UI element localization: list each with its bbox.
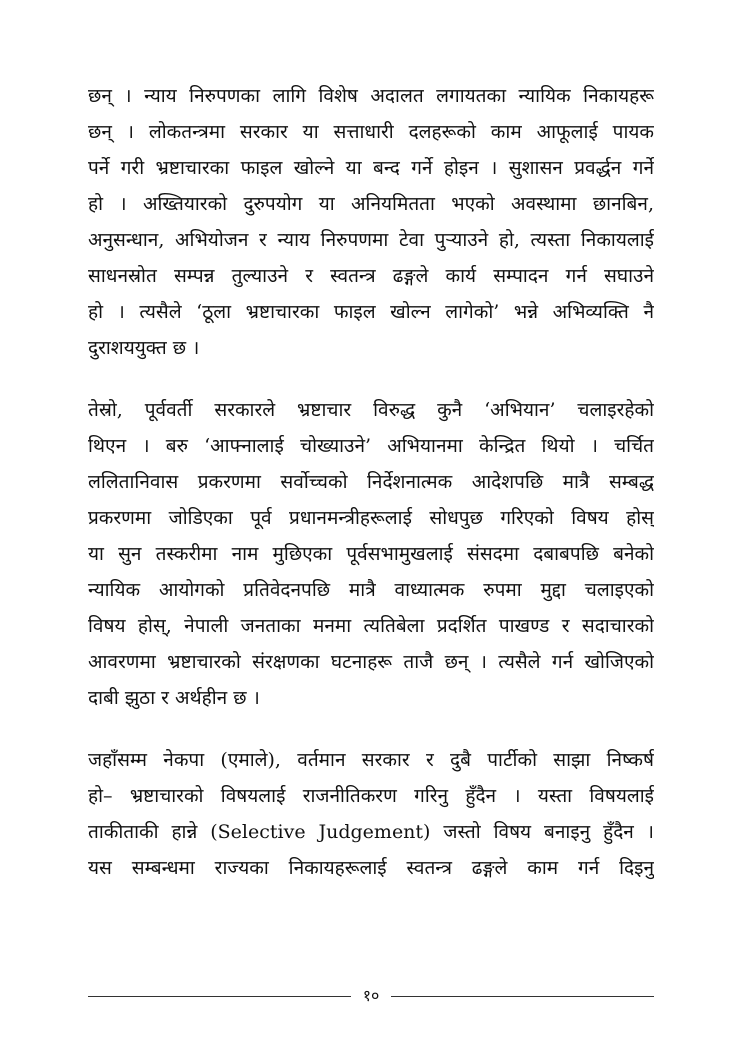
text-line: तेस्रो, पूर्ववर्ती सरकारले भ्रष्टाचार विरुद्ध कुनै ‘अभियान’ चलाइरहेको	[88, 399, 654, 421]
text-line: दुराशययुक्त छ ।	[88, 337, 200, 359]
paragraph-3	[88, 742, 654, 886]
text-line: छन् । लोकतन्त्रमा सरकार या सत्ताधारी दलहरूको काम आफूलाई पायक	[88, 121, 654, 143]
text-line: आवरणमा भ्रष्टाचारको संरक्षणका घटनाहरू ताजै छन् । त्यसैले गर्न खोजिएको	[88, 651, 654, 673]
text-line: हो– भ्रष्टाचारको विषयलाई राजनीतिकरण गरिनु हुँदैन । यस्ता विषयलाई	[88, 785, 654, 807]
text-line: या सुन तस्करीमा नाम मुछिएका पूर्वसभामुखलाई संसदमा दबाबपछि बनेको	[88, 543, 654, 565]
text-line: ललितानिवास प्रकरणमा सर्वोच्चको निर्देशनात्मक आदेशपछि मात्रै सम्बद्ध	[88, 471, 654, 493]
footer-rule-right	[391, 996, 654, 997]
paragraph-2	[88, 392, 654, 716]
document-page	[88, 78, 654, 912]
text-line: साधनस्रोत सम्पन्न तुल्याउने र स्वतन्त्र ढङ्गले कार्य सम्पादन गर्न सघाउने	[88, 265, 654, 287]
text-line: हो । अख्तियारको दुरुपयोग या अनियमितता भएको अवस्थामा छानबिन,	[88, 193, 654, 215]
paragraph-1	[88, 78, 654, 366]
text-line: अनुसन्धान, अभियोजन र न्याय निरुपणमा टेवा पुऱ्याउने हो, त्यस्ता निकायलाई	[88, 229, 654, 251]
text-line: छन् । न्याय निरुपणका लागि विशेष अदालत लगायतका न्यायिक निकायहरू	[88, 85, 654, 107]
text-line: जहाँसम्म नेकपा (एमाले), वर्तमान सरकार र दुबै पार्टीको साझा निष्कर्ष	[88, 749, 654, 771]
page-number: १०	[362, 986, 380, 1005]
text-line: यस सम्बन्धमा राज्यका निकायहरूलाई स्वतन्त्र ढङ्गले काम गर्न दिइनु	[88, 857, 654, 879]
text-line: प्रकरणमा जोडिएका पूर्व प्रधानमन्त्रीहरूलाई सोधपुछ गरिएको विषय होस्	[88, 507, 654, 529]
text-line: दाबी झुठा र अर्थहीन छ ।	[88, 687, 260, 709]
page-footer	[88, 986, 654, 1006]
text-line: हो । त्यसैले ‘ठूला भ्रष्टाचारका फाइल खोल्न लागेको’ भन्ने अभिव्यक्ति नै	[88, 301, 654, 323]
text-line: पर्ने गरी भ्रष्टाचारका फाइल खोल्ने या बन्द गर्ने होइन । सुशासन प्रवर्द्धन गर्ने	[88, 157, 654, 179]
text-line: न्यायिक आयोगको प्रतिवेदनपछि मात्रै वाध्यात्मक रुपमा मुद्दा चलाइएको	[88, 579, 654, 601]
text-line: ताकीताकी हान्ने (Selective Judgement) जस्तो विषय बनाइनु हुँदैन ।	[88, 821, 654, 843]
footer-rule-left	[88, 996, 351, 997]
text-line: थिएन । बरु ‘आफ्नालाई चोख्याउने’ अभियानमा केन्द्रित थियो । चर्चित	[88, 435, 654, 457]
text-line: विषय होस्, नेपाली जनताका मनमा त्यतिबेला प्रदर्शित पाखण्ड र सदाचारको	[88, 615, 654, 637]
